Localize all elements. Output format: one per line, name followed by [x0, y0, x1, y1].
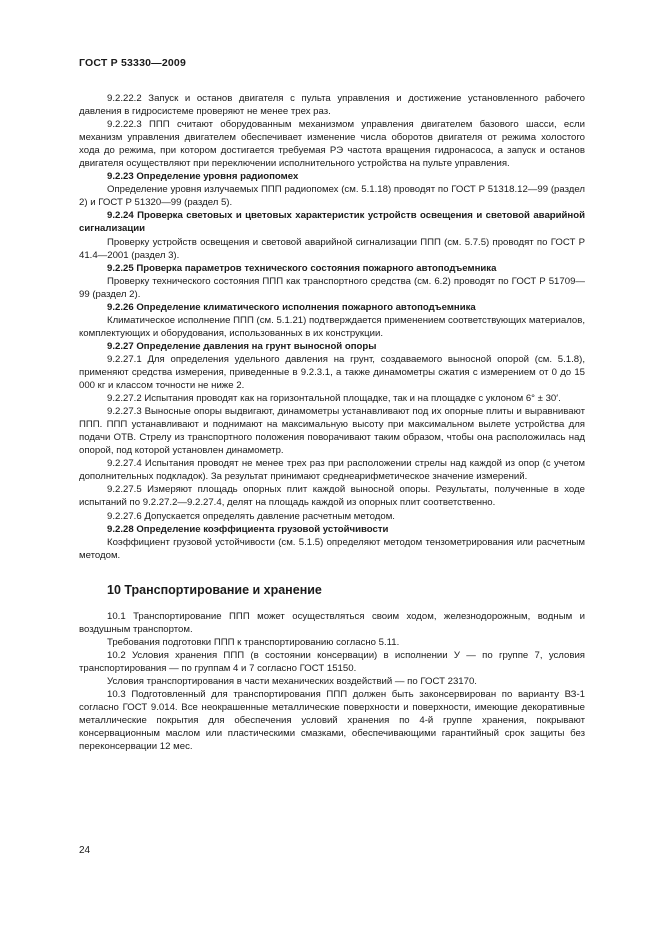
section-10-title: 10 Транспортирование и хранение — [107, 582, 322, 597]
paragraph-9-2-25-body: Проверку технического состояния ППП как транспортного средства (см. 6.2) проводят по ГОСТ Р 51709—99 (раздел 2). — [79, 275, 585, 300]
paragraph-10-2: 10.2 Условия хранения ППП (в состоянии консервации) в исполнении У — по группе 7, условия транспортирования — по группам 4 и 7 согласно ГОСТ 15150. — [79, 649, 585, 674]
paragraph-9-2-22-3: 9.2.22.3 ППП считают оборудованным механизмом управления двигателем базового шасси, если механизм управления двигателем обеспечивает изменение числа оборотов двигателя от режима холостого хода до режима, при котором достигается требуемая РЭ частота вращения гидронасоса, а запуск и останов двигателя осуществляют при переключении исполнительного устройства на пульте управления. — [79, 119, 585, 170]
paragraph-9-2-27-1: 9.2.27.1 Для определения удельного давления на грунт, создаваемого выносной опорой (см. 5.1.8), применяют средства измерения, приведенные в 9.2.3.1, а также динамометры сжатия с измерением от 0 до 15 000 кг и классом точности не ниже 2. — [79, 353, 585, 392]
paragraph-9-2-24-body: Проверку устройств освещения и световой аварийной сигнализации ППП (см. 5.7.5) проводят по ГОСТ Р 41.4—2001 (раздел 3). — [79, 236, 585, 261]
heading-9-2-28: 9.2.28 Определение коэффициента грузовой устойчивости — [107, 523, 389, 535]
heading-9-2-25: 9.2.25 Проверка параметров технического состояния пожарного автоподъемника — [107, 262, 497, 274]
paragraph-9-2-27-5: 9.2.27.5 Измеряют площадь опорных плит каждой выносной опоры. Результаты, полученные в ходе испытаний по 9.2.27.2—9.2.27.4, делят на площадь каждой из опорных плит соответственно. — [79, 484, 585, 509]
paragraph-10-1: 10.1 Транспортирование ППП может осуществляться своим ходом, железнодорожным, водным и воздушным транспортом. — [79, 610, 585, 635]
document-body — [79, 92, 585, 753]
heading-9-2-24: 9.2.24 Проверка световых и цветовых характеристик устройств освещения и световой аварийной сигнализации — [79, 210, 585, 235]
paragraph-9-2-23-body: Определение уровня излучаемых ППП радиопомех (см. 5.1.18) проводят по ГОСТ Р 51318.12—99 (раздел 2) и ГОСТ Р 51320—99 (раздел 5). — [79, 184, 585, 209]
paragraph-9-2-28-body: Коэффициент грузовой устойчивости (см. 5.1.5) определяют методом тензометрирования или расчетным методом. — [79, 536, 585, 561]
paragraph-9-2-27-6: 9.2.27.6 Допускается определять давление расчетным методом. — [107, 510, 395, 522]
paragraph-9-2-27-4: 9.2.27.4 Испытания проводят не менее трех раз при расположении стрелы над каждой из опор (с учетом дополнительных подкладок). За результат принимают среднеарифметическое значение измерений. — [79, 458, 585, 483]
heading-9-2-23: 9.2.23 Определение уровня радиопомех — [107, 171, 299, 183]
paragraph-9-2-27-2: 9.2.27.2 Испытания проводят как на горизонтальной площадке, так и на площадке с уклоном 6° ± 30′. — [107, 393, 561, 405]
paragraph-10-2-mechanical: Условия транспортирования в части механических воздействий — по ГОСТ 23170. — [107, 675, 477, 687]
paragraph-9-2-22-2: 9.2.22.2 Запуск и останов двигателя с пульта управления и достижение установленного рабочего давления в гидросистеме проверяют не менее трех раз. — [79, 93, 585, 118]
paragraph-10-3: 10.3 Подготовленный для транспортирования ППП должен быть законсервирован по варианту ВЗ-1 согласно ГОСТ 9.014. Все неокрашенные металлические поверхности и поверхности, имеющие декоративные металлические покрытия для обеспечения условий хранения по 4-й группе хранения, покрывают консервационным маслом или пластическими смазками, обеспечивающими гарантийный срок защиты без переконсервации 12 мес. — [79, 688, 585, 753]
heading-9-2-26: 9.2.26 Определение климатического исполнения пожарного автоподъемника — [107, 301, 476, 313]
paragraph-10-1-requirements: Требования подготовки ППП к транспортированию согласно 5.11. — [107, 636, 400, 648]
page-number: 24 — [79, 845, 91, 856]
paragraph-9-2-27-3: 9.2.27.3 Выносные опоры выдвигают, динамометры устанавливают под их опорные плиты и выравнивают ППП. ППП устанавливают и поднимают на максимальную высоту при максимальном вылете устройства для подачи ОТВ. Стрелу из транспортного положения поворачивают таким образом, чтобы она расположилась над опорой, под которой установлен динамометр. — [79, 406, 585, 457]
document-header: ГОСТ Р 53330—2009 — [79, 57, 187, 69]
paragraph-9-2-26-body: Климатическое исполнение ППП (см. 5.1.21) подтверждается применением соответствующих материалов, комплектующих и оборудования, использованных в их конструкции. — [79, 314, 585, 339]
heading-9-2-27: 9.2.27 Определение давления на грунт выносной опоры — [107, 340, 377, 352]
